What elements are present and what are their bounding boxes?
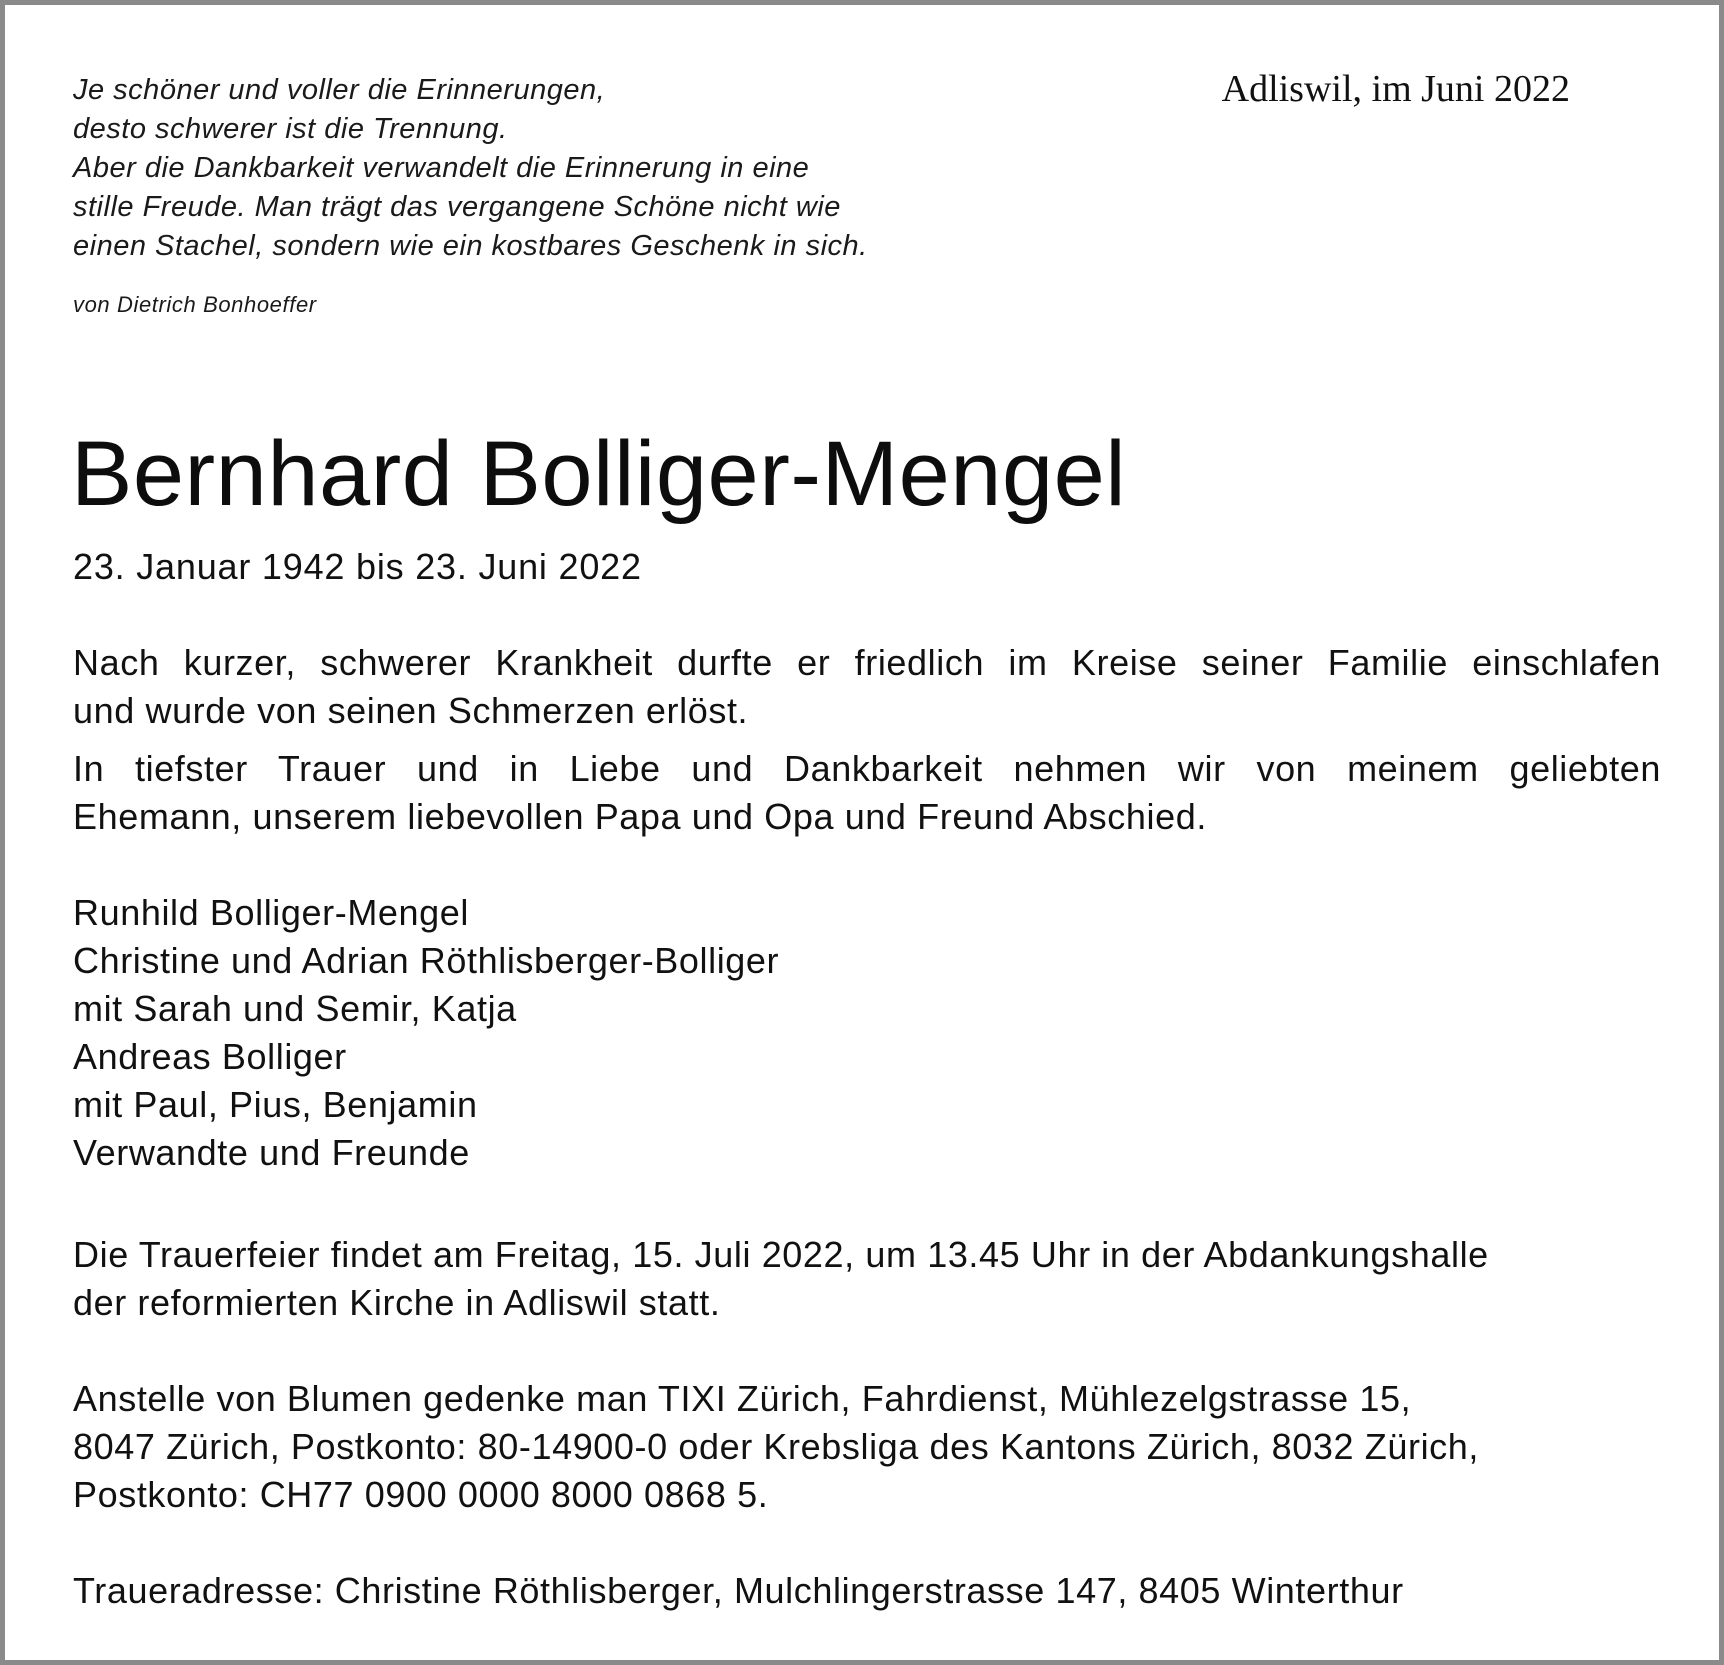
- paragraph-line: und wurde von seinen Schmerzen erlöst.: [73, 690, 749, 731]
- quote-author: von Dietrich Bonhoeffer: [73, 292, 317, 317]
- paragraph-line: Nach kurzer, schwerer Krankheit durfte er friedlich im Kreise seiner Familie einschlafen: [73, 642, 1661, 683]
- death-announcement-paragraph: [73, 639, 1661, 735]
- quote-line: desto schwerer ist die Trennung.: [73, 113, 508, 145]
- deceased-name: Bernhard Bolliger-Mengel: [71, 423, 1127, 525]
- quote-line: Aber die Dankbarkeit verwandelt die Erinnerung in eine: [73, 152, 810, 184]
- mourner-entry: mit Paul, Pius, Benjamin: [73, 1084, 478, 1125]
- donation-info: [73, 1375, 1661, 1519]
- mourner-entry: mit Sarah und Semir, Katja: [73, 988, 517, 1029]
- place-and-date: Adliswil, im Juni 2022: [1221, 68, 1570, 110]
- quote-line: stille Freude. Man trägt das vergangene Schöne nicht wie: [73, 191, 841, 223]
- quote-line: Je schöner und voller die Erinnerungen,: [73, 74, 606, 106]
- ceremony-line: Die Trauerfeier findet am Freitag, 15. Juli 2022, um 13.45 Uhr in der Abdankungshalle: [73, 1234, 1489, 1275]
- ceremony-line: der reformierten Kirche in Adliswil statt.: [73, 1282, 721, 1323]
- mourner-entry: Runhild Bolliger-Mengel: [73, 892, 470, 933]
- mourner-entry: Verwandte und Freunde: [73, 1132, 470, 1173]
- donation-line: 8047 Zürich, Postkonto: 80-14900-0 oder Krebsliga des Kantons Zürich, 8032 Zürich,: [73, 1426, 1479, 1467]
- mourners-list: [73, 889, 1661, 1177]
- donation-line: Anstelle von Blumen gedenke man TIXI Zürich, Fahrdienst, Mühlezelgstrasse 15,: [73, 1378, 1412, 1419]
- lifespan-dates: 23. Januar 1942 bis 23. Juni 2022: [73, 546, 642, 587]
- mourner-entry: Christine und Adrian Röthlisberger-Bolliger: [73, 940, 780, 981]
- paragraph-line: Ehemann, unserem liebevollen Papa und Opa und Freund Abschied.: [73, 796, 1207, 837]
- quote-line: einen Stachel, sondern wie ein kostbares Geschenk in sich.: [73, 230, 868, 262]
- mourning-address: Traueradresse: Christine Röthlisberger, Mulchlingerstrasse 147, 8405 Winterthur: [73, 1570, 1404, 1611]
- mourner-entry: Andreas Bolliger: [73, 1036, 347, 1077]
- donation-line: Postkonto: CH77 0900 0000 8000 0868 5.: [73, 1474, 769, 1515]
- paragraph-line: In tiefster Trauer und in Liebe und Dankbarkeit nehmen wir von meinem geliebten: [73, 748, 1661, 789]
- funeral-ceremony-info: [73, 1231, 1661, 1327]
- bonhoeffer-quote: [73, 71, 973, 266]
- farewell-paragraph: [73, 745, 1661, 841]
